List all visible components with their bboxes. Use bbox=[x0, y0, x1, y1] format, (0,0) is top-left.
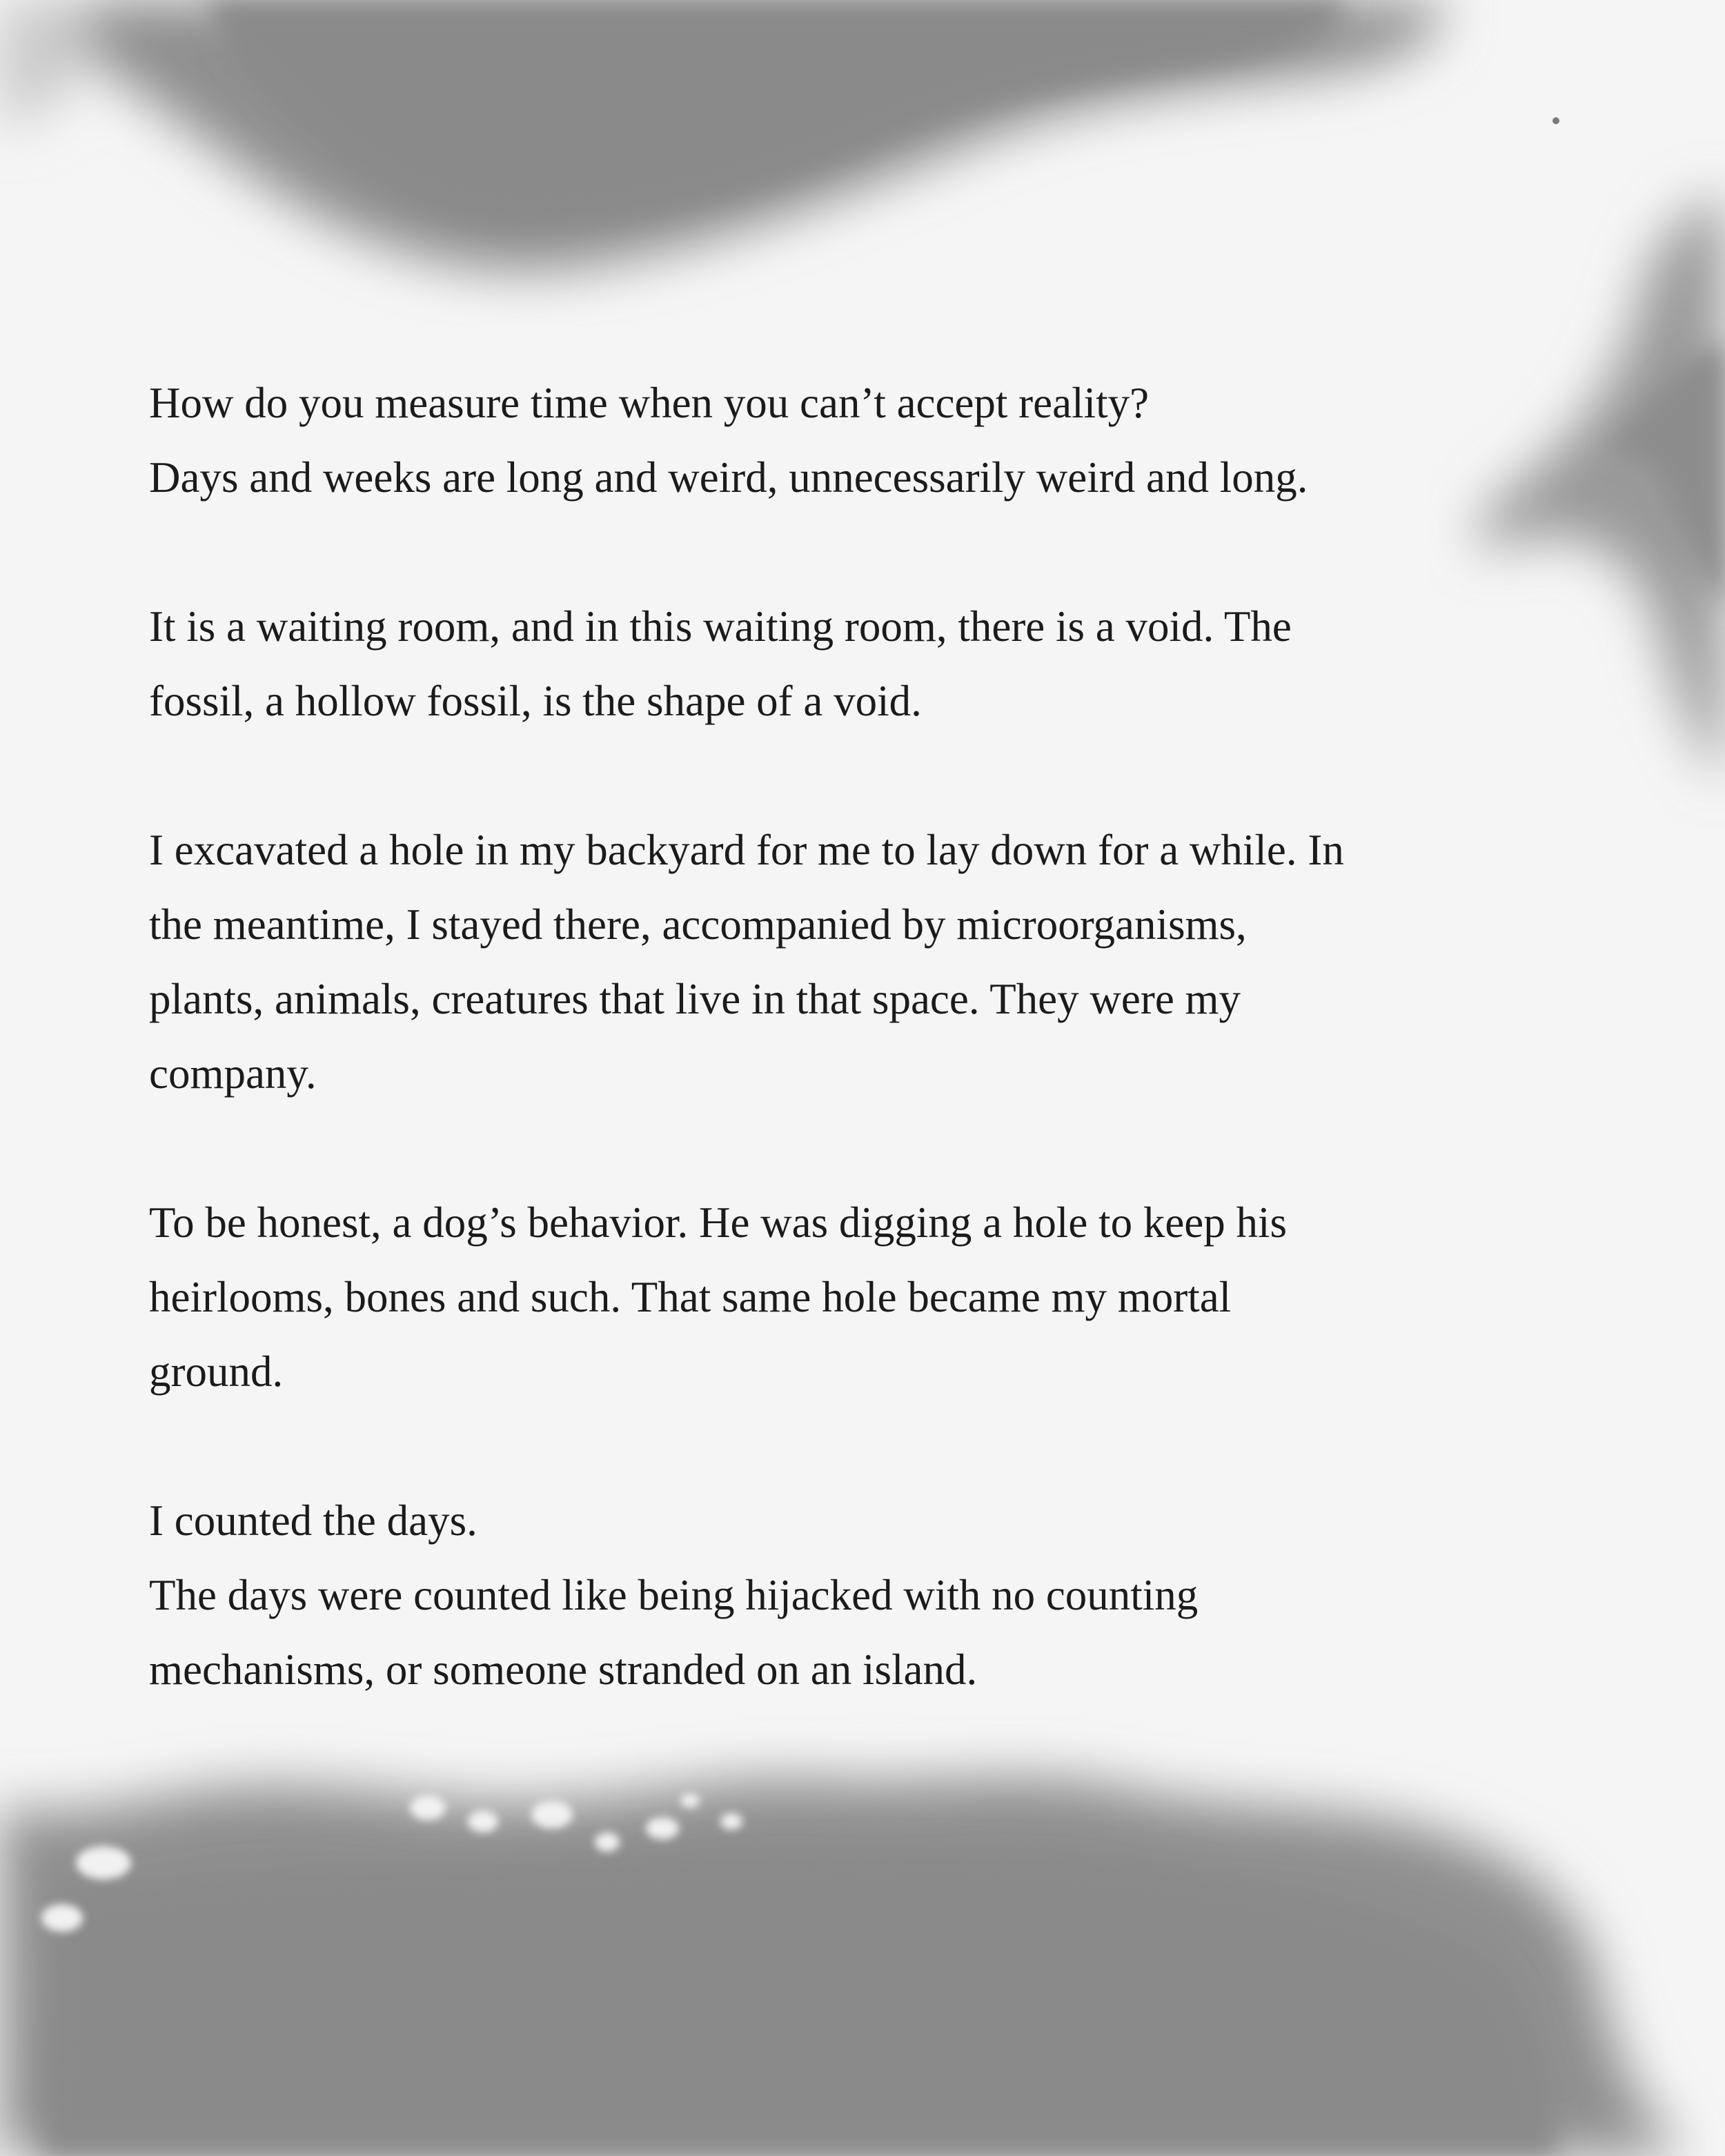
text-line: I excavated a hole in my backyard for me to lay down for a while. In bbox=[149, 826, 1344, 874]
body-text bbox=[149, 366, 1633, 1707]
text-line: To be honest, a dog’s behavior. He was digging a hole to keep his bbox=[149, 1198, 1288, 1247]
speck bbox=[1552, 117, 1559, 124]
text-line: fossil, a hollow fossil, is the shape of a void. bbox=[149, 677, 922, 725]
paragraph-2 bbox=[149, 589, 1633, 738]
paragraph-3 bbox=[149, 813, 1633, 1111]
text-line: mechanisms, or someone stranded on an island. bbox=[149, 1645, 978, 1694]
text-line: The days were counted like being hijacked with no counting bbox=[149, 1571, 1199, 1619]
text-line: I counted the days. bbox=[149, 1496, 477, 1545]
text-line: plants, animals, creatures that live in that space. They were my bbox=[149, 975, 1241, 1023]
text-line: How do you measure time when you can’t accept reality? bbox=[149, 379, 1150, 427]
paragraph-5 bbox=[149, 1483, 1633, 1707]
text-line: ground. bbox=[149, 1347, 284, 1396]
paragraph-1 bbox=[149, 366, 1633, 515]
text-line: company. bbox=[149, 1049, 317, 1098]
text-line: the meantime, I stayed there, accompanied by microorganisms, bbox=[149, 900, 1247, 949]
paragraph-4 bbox=[149, 1185, 1633, 1409]
text-line: It is a waiting room, and in this waiting room, there is a void. The bbox=[149, 602, 1292, 651]
text-line: heirlooms, bones and such. That same hole became my mortal bbox=[149, 1273, 1232, 1321]
text-line: Days and weeks are long and weird, unnecessarily weird and long. bbox=[149, 453, 1308, 502]
